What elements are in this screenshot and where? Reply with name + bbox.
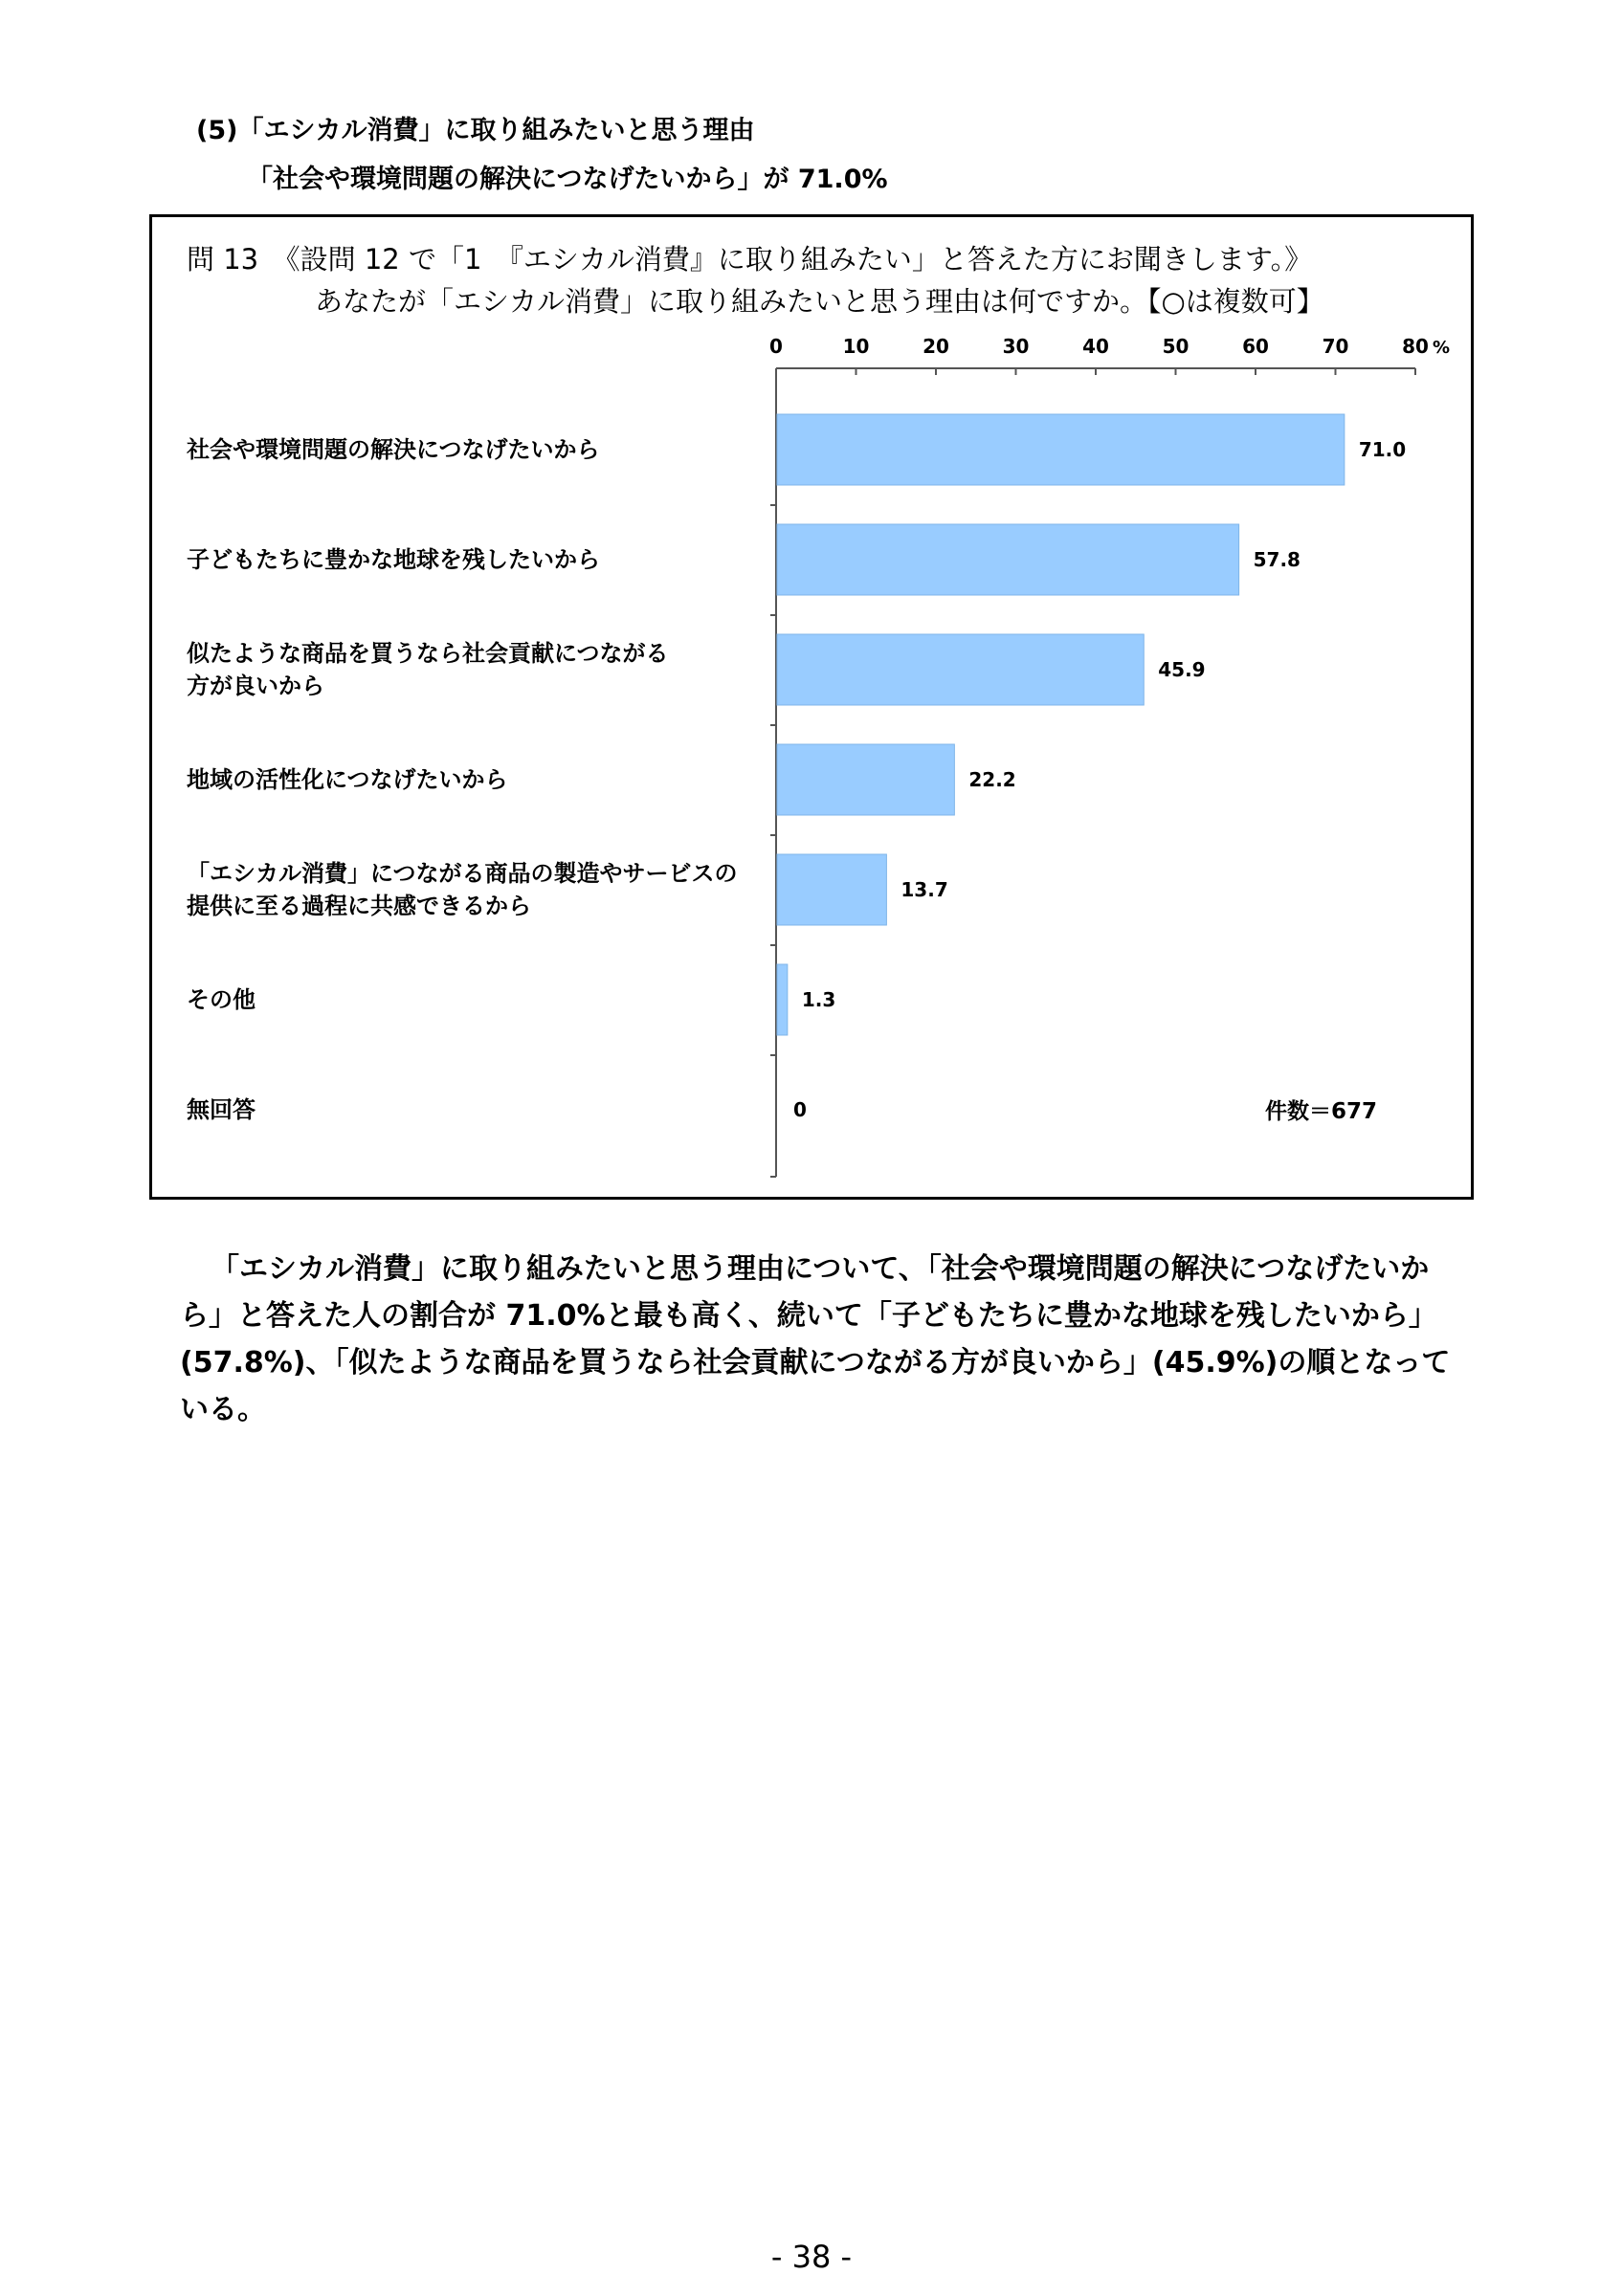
x-tick-label: 10 [842, 335, 870, 358]
category-label: 無回答 [187, 1096, 256, 1123]
data-label: 13.7 [900, 878, 948, 901]
category-label: 似たような商品を買うなら社会貢献につながる [187, 640, 669, 667]
summary-text-block [180, 1246, 1462, 1433]
bar [777, 414, 1345, 485]
question-box [149, 214, 1474, 1200]
x-tick-label: 60 [1242, 335, 1269, 358]
data-label: 71.0 [1358, 438, 1407, 461]
category-label: 子どもたちに豊かな地球を残したいから [187, 546, 600, 573]
data-label: 22.2 [968, 768, 1016, 791]
x-axis-unit: % [1433, 338, 1451, 358]
bar [777, 854, 886, 925]
data-label: 45.9 [1158, 658, 1206, 681]
data-label: 0 [793, 1098, 807, 1121]
x-tick-label: 40 [1082, 335, 1109, 358]
page-number: - 38 - [770, 2239, 853, 2275]
bar-chart [152, 217, 1471, 1197]
x-tick-label: 80 [1402, 335, 1429, 358]
summary-paragraph: 「エシカル消費」に取り組みたいと思う理由について、「社会や環境問題の解決につなげたいから」と答えた人の割合が 71.0%と最も高く、続いて「子どもたちに豊かな地球を残したいから」(57.8%)、「似たような商品を買うなら社会貢献につながる方が良いから」(45.9%)の順となっている。 [180, 1252, 1451, 1426]
category-label: 社会や環境問題の解決につなげたいから [187, 436, 600, 463]
question-line-1: 問 13 《設問 12 で「1 『エシカル消費』に取り組みたい」と答えた方にお聞きします。》 [187, 243, 1313, 276]
bar [777, 744, 954, 815]
x-tick-label: 0 [769, 335, 783, 358]
category-label: 方が良いから [187, 673, 324, 699]
data-label: 1.3 [801, 988, 836, 1011]
section-title: (5)「エシカル消費」に取り組みたいと思う理由 [196, 116, 755, 145]
category-label: その他 [187, 986, 256, 1013]
section-subtitle: 「社会や環境問題の解決につなげたいから」が 71.0% [247, 165, 888, 194]
x-tick-label: 20 [923, 335, 949, 358]
bar [777, 964, 788, 1035]
x-tick-label: 30 [1002, 335, 1030, 358]
category-label: 提供に至る過程に共感できるから [187, 893, 531, 919]
x-tick-label: 70 [1322, 335, 1349, 358]
category-label: 地域の活性化につなげたいから [187, 766, 508, 793]
category-label: 「エシカル消費」につながる商品の製造やサービスの [187, 860, 738, 887]
question-line-2: あなたが「エシカル消費」に取り組みたいと思う理由は何ですか。【○は複数可】 [315, 285, 1324, 318]
data-label: 57.8 [1253, 548, 1301, 571]
count-label: 件数＝677 [1265, 1099, 1378, 1124]
bar [777, 524, 1239, 595]
bar [777, 634, 1144, 705]
x-tick-label: 50 [1162, 335, 1189, 358]
